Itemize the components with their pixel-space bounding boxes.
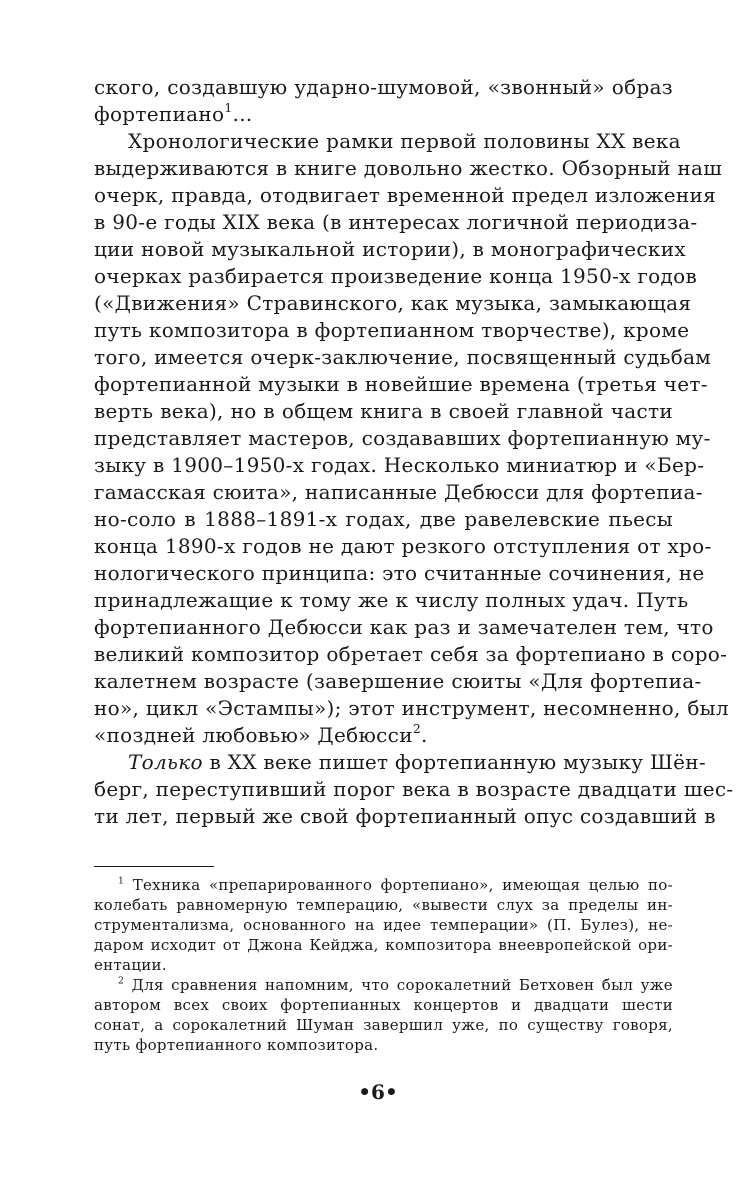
body-line-18: конца 1890-х годов не дают резкого отступления от хро- xyxy=(94,534,712,558)
body-line-7: ции новой музыкальной истории), в монографических xyxy=(94,237,686,261)
body-line-14: представляет мастеров, создававших фортепианную му- xyxy=(94,426,711,450)
body-line-25 xyxy=(94,721,673,747)
body-line-10: путь композитора в фортепианном творчестве), кроме xyxy=(94,318,690,342)
footnote-1-line-4: даром исходит от Джона Кейджа, композитора внеевропейской ори- xyxy=(94,936,673,954)
body-line-23: калетнем возрасте (завершение сюиты «Для фортепиа- xyxy=(94,669,702,693)
body-line-3: Хронологические рамки первой половины XX века xyxy=(128,129,681,153)
line-end-period: . xyxy=(421,723,428,747)
body-line-9: («Движения» Стравинского, как музыка, замыкающая xyxy=(94,291,692,315)
body-line-21: фортепианного Дебюсси как раз и замечателен тем, что xyxy=(94,615,714,639)
body-line-8: очерках разбирается произведение конца 1950-х годов xyxy=(94,264,698,288)
footnote-ref-2: 2 xyxy=(412,721,422,737)
ellipsis: ... xyxy=(232,102,253,126)
body-line-19: нологического принципа: это считанные сочинения, не xyxy=(94,561,705,585)
body-line-4: выдерживаются в книге довольно жестко. Обзорный наш xyxy=(94,156,723,180)
footnote-ref-1: 1 xyxy=(224,100,233,116)
body-line-22: великий композитор обретает себя за фортепиано в соро- xyxy=(94,642,728,666)
italic-word: Только xyxy=(128,750,203,774)
footnote-separator xyxy=(94,866,214,867)
body-line-15: зыку в 1900–1950-х годах. Несколько миниатюр и «Бер- xyxy=(94,453,705,477)
body-line-26 xyxy=(128,750,706,774)
footnote-2-line-2: автором всех своих фортепианных концертов и двадцати шести xyxy=(94,996,673,1014)
body-line-12: фортепианной музыки в новейшие времена (третья чет- xyxy=(94,372,708,396)
body-line-17: но-соло в 1888–1891-х годах, две равелевские пьесы xyxy=(94,507,673,531)
page-number: •6• xyxy=(358,1080,398,1104)
body-line-2 xyxy=(94,100,673,126)
footnote-1-line-1 xyxy=(118,875,673,894)
footnote-2-marker: 2 xyxy=(118,975,125,987)
body-line-26-text: в XX веке пишет фортепианную музыку Шён- xyxy=(209,750,706,774)
footnote-1-line-2: колебать равномерную темперацию, «вывести слух за пределы ин- xyxy=(94,896,673,914)
body-line-20: принадлежащие к тому же к числу полных удач. Путь xyxy=(94,588,689,612)
body-line-27: берг, переступивший порог века в возрасте двадцати шес- xyxy=(94,777,734,801)
body-line-11: того, имеется очерк-заключение, посвященный судьбам xyxy=(94,345,712,369)
body-line-16: гамасская сюита», написанные Дебюсси для фортепиа- xyxy=(94,480,703,504)
body-line-1: ского, создавшую ударно-шумовой, «звонный» образ xyxy=(94,75,673,99)
body-line-2-text: фортепиано xyxy=(94,102,225,126)
body-line-28: ти лет, первый же свой фортепианный опус создавший в xyxy=(94,804,716,828)
body-line-25-text: «поздней любовью» Дебюсси xyxy=(94,723,413,747)
footnote-2-line-4: путь фортепианного композитора. xyxy=(94,1036,379,1054)
footnote-2-line-1 xyxy=(118,975,673,994)
footnote-2-line-1-text: Для сравнения напомним, что сорокалетний Бетховен был уже xyxy=(131,976,673,994)
footnote-1-line-5: ентации. xyxy=(94,956,167,974)
footnote-1-line-3: струментализма, основанного на идее темперации» (П. Булез), не- xyxy=(94,916,673,934)
body-line-5: очерк, правда, отодвигает временной предел изложения xyxy=(94,183,717,207)
body-line-6: в 90-е годы XIX века (в интересах логичной периодиза- xyxy=(94,210,698,234)
footnote-2-line-3: сонат, а сорокалетний Шуман завершил уже, по существу говоря, xyxy=(94,1016,673,1034)
body-line-24: но», цикл «Эстампы»); этот инструмент, несомненно, был xyxy=(94,696,729,720)
footnote-1-line-1-text: Техника «препарированного фортепиано», имеющая целью по- xyxy=(132,876,673,894)
footnote-1-marker: 1 xyxy=(118,875,125,887)
body-line-13: верть века), но в общем книга в своей главной части xyxy=(94,399,673,423)
